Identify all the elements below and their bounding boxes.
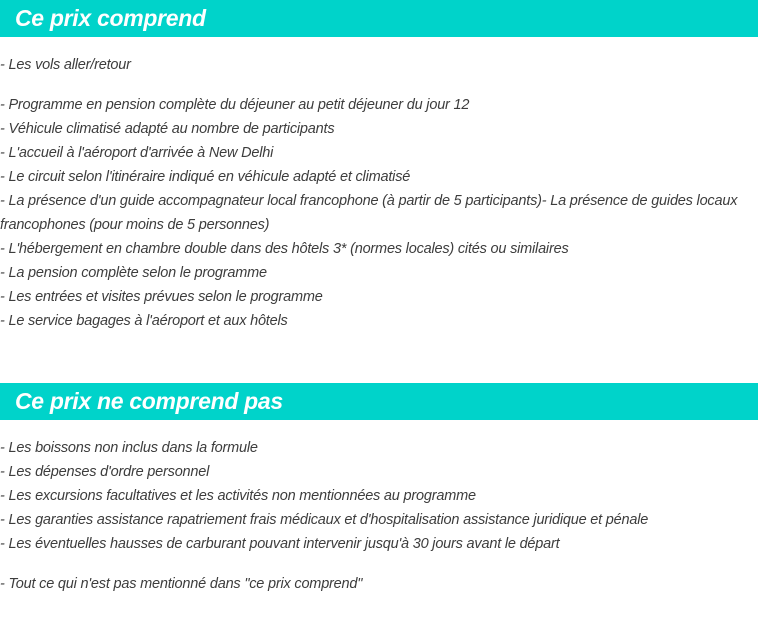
list-item: - Le service bagages à l'aéroport et aux hôtels (0, 313, 288, 329)
list-item: - Les entrées et visites prévues selon le programme (0, 289, 323, 305)
excluded-section-header (0, 383, 758, 420)
list-item: - Les garanties assistance rapatriement frais médicaux et d'hospitalisation assistance juridique et pénale (0, 512, 649, 528)
included-section-header (0, 0, 758, 37)
list-item: - Tout ce qui n'est pas mentionné dans "ce prix comprend" (0, 576, 363, 592)
list-item: - Les excursions facultatives et les activités non mentionnées au programme (0, 488, 476, 504)
list-item: - Les dépenses d'ordre personnel (0, 464, 210, 480)
list-item: - Les éventuelles hausses de carburant pouvant intervenir jusqu'à 30 jours avant le départ (0, 536, 560, 552)
excluded-section-title: Ce prix ne comprend pas (15, 388, 283, 414)
list-item: - La pension complète selon le programme (0, 265, 267, 281)
list-item: - L'hébergement en chambre double dans des hôtels 3* (normes locales) cités ou similaires (0, 241, 569, 257)
list-item: - L'accueil à l'aéroport d'arrivée à New Delhi (0, 145, 274, 161)
list-item: - Programme en pension complète du déjeuner au petit déjeuner du jour 12 (0, 97, 470, 113)
included-list (0, 53, 758, 333)
list-item: - Les vols aller/retour (0, 57, 131, 73)
list-item: - Le circuit selon l'itinéraire indiqué en véhicule adapté et climatisé (0, 169, 411, 185)
list-item: - Les boissons non inclus dans la formule (0, 440, 258, 456)
list-item: - Véhicule climatisé adapté au nombre de participants (0, 121, 335, 137)
excluded-list (0, 436, 758, 596)
included-section-title: Ce prix comprend (15, 5, 206, 31)
list-item: - La présence d'un guide accompagnateur local francophone (à partir de 5 participants)- La présence de guides locaux francophones (pour moins de 5 personnes) (0, 193, 738, 233)
